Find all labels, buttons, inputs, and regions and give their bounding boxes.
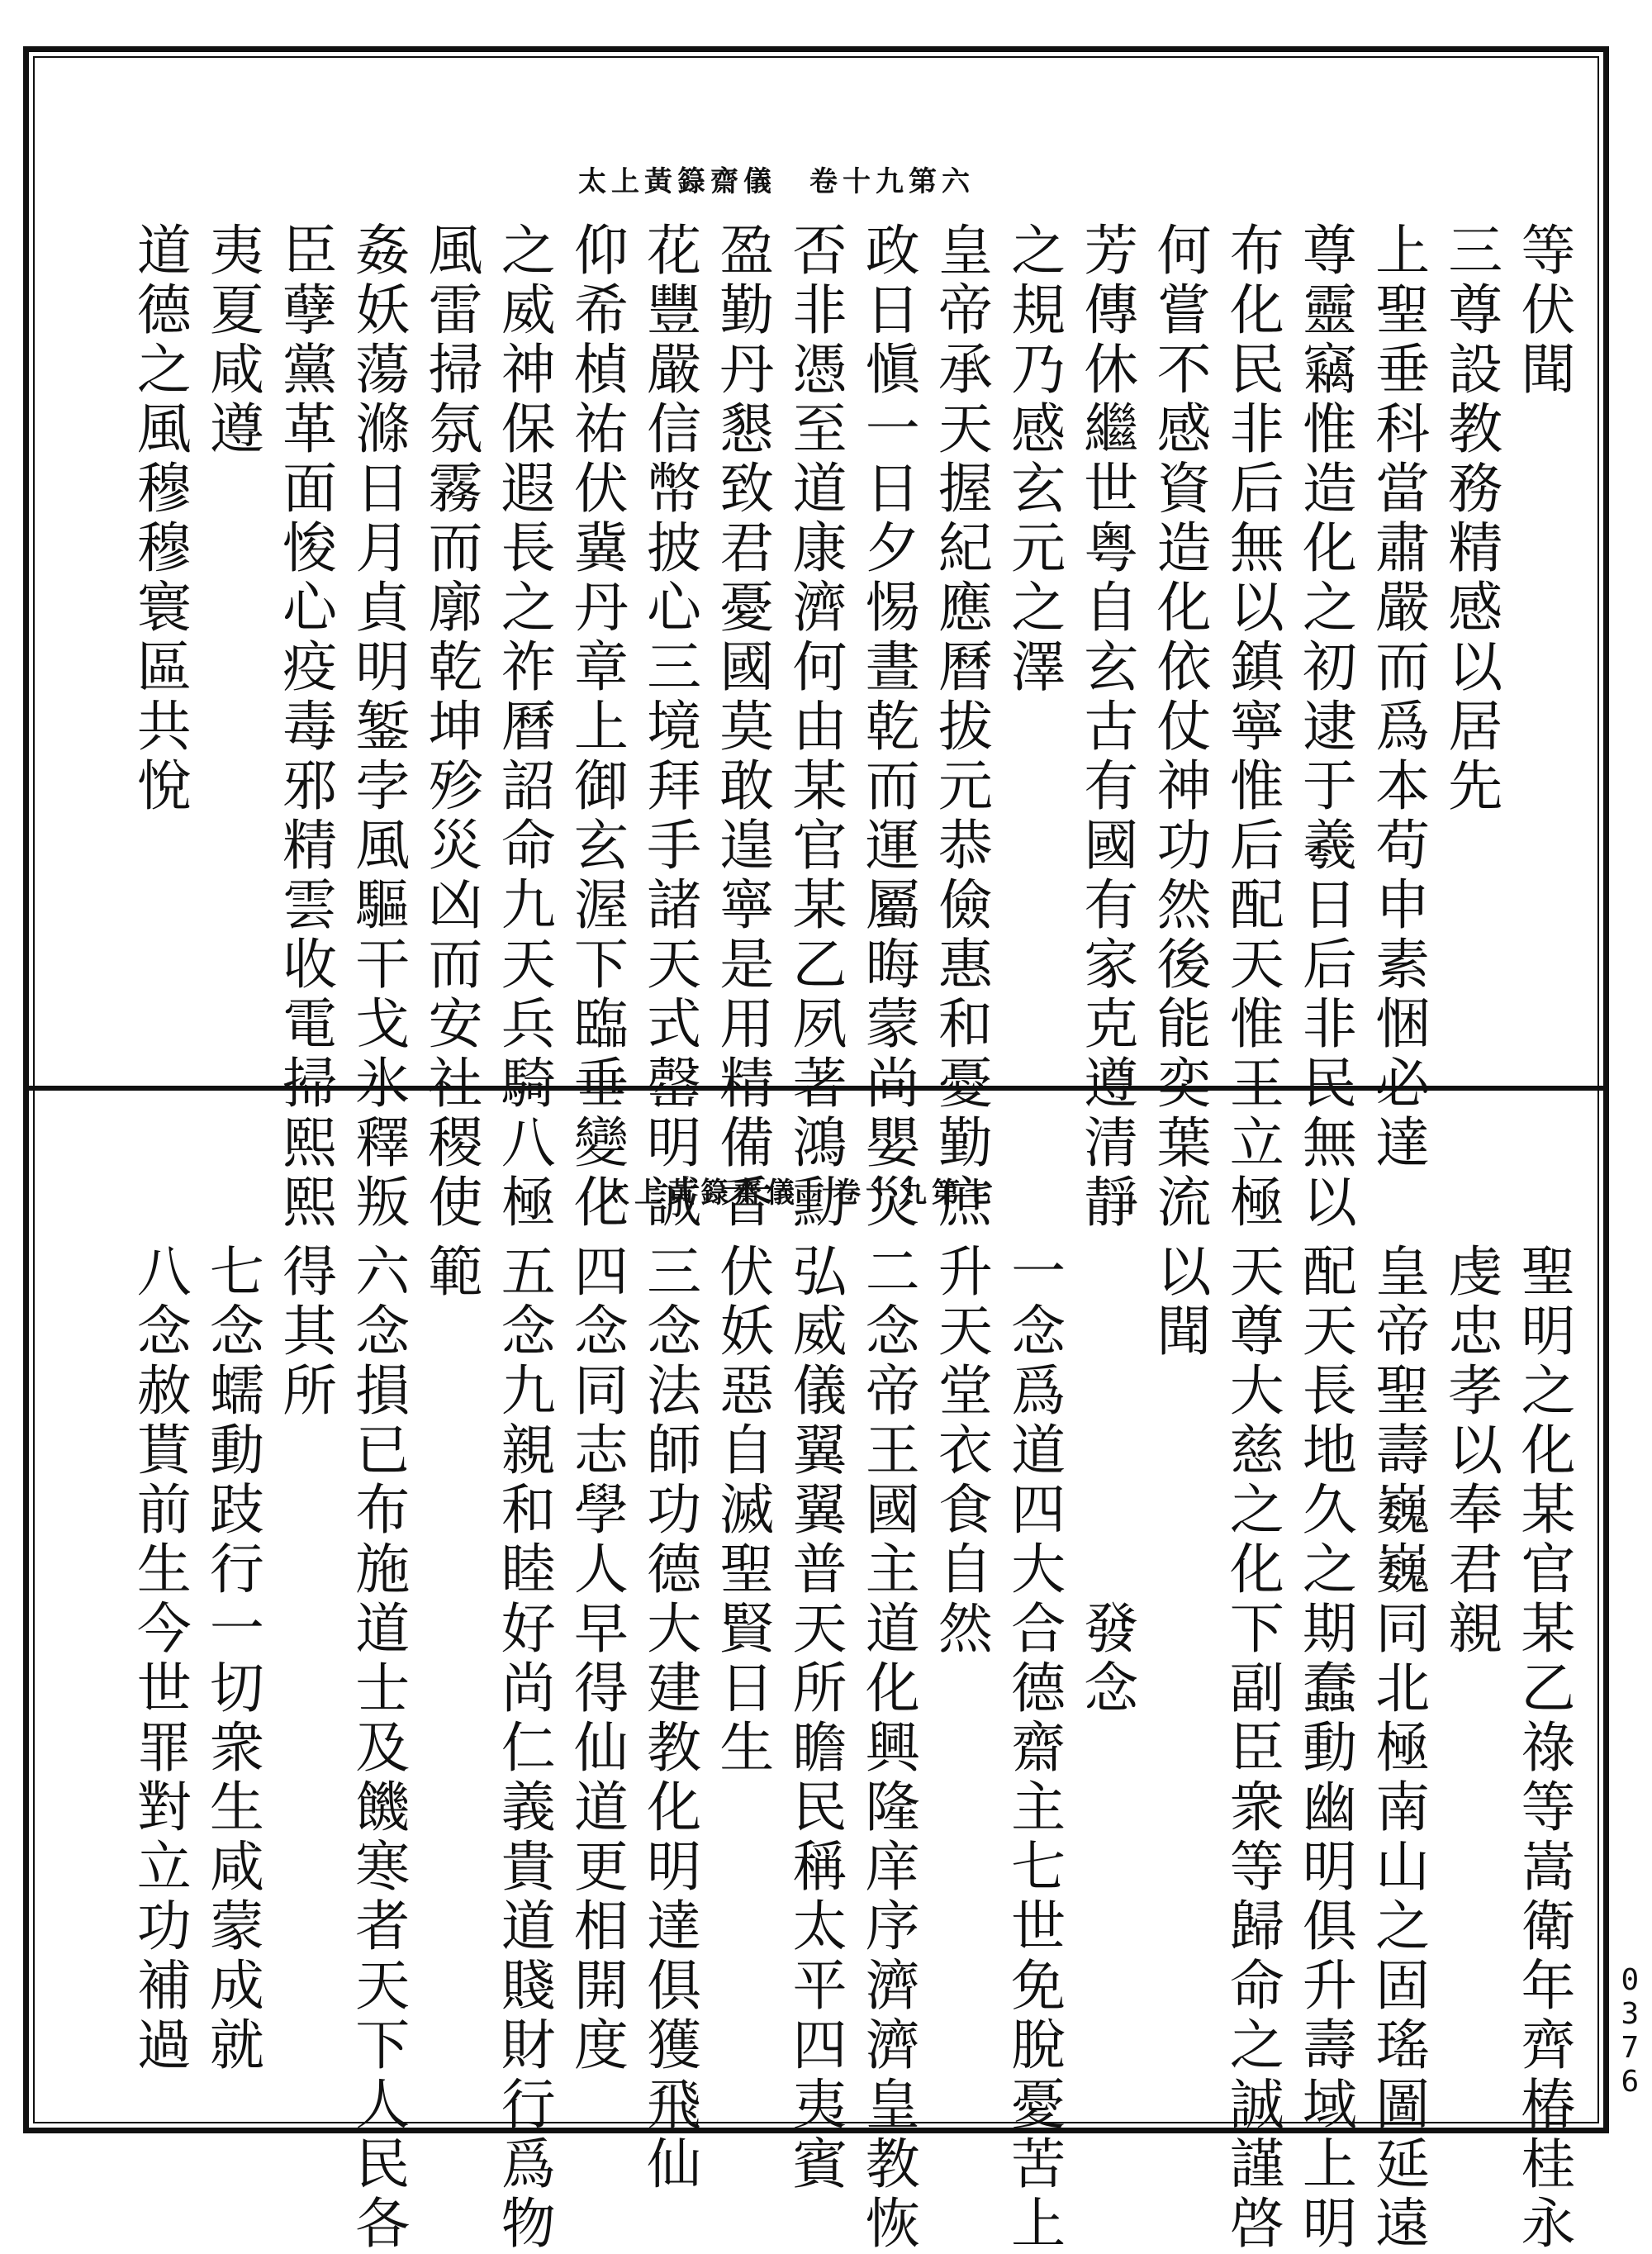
text-column: 七念蠕動跂行一切衆生咸蒙成就 [200,1243,264,2076]
text-column: 等伏聞 [1512,221,1575,400]
text-column: 三尊設教務精感以居先 [1438,221,1502,816]
text-column: 花豐嚴信幣披心三境拜手諸天式罄明誠 [637,221,701,1233]
text-column: 弘威儀翼翼普天所瞻民稱太平四夷賓 [783,1243,847,2195]
text-column: 得其所 [273,1243,337,1421]
page-number: 0376 [1612,1963,1647,2099]
text-column: 伏妖惡自滅聖賢日生 [710,1243,774,1778]
text-column: 之威神保遐長之祚曆詔命九天兵騎八極 [491,221,556,1233]
text-column: 否非憑至道康濟何由某官某乙夙著鴻勳 [783,221,847,1233]
text-column: 政日愼一日夕惕晝乾而運屬晦蒙尚嬰災 [856,221,920,1233]
text-column: 道德之風穆穆寰區共悅 [127,221,192,816]
text-column: 盈勤丹懇致君憂國莫敢遑寧是用精備香 [710,221,774,1233]
text-column: 天尊大慈之化下副臣衆等歸命之誠謹啓 [1220,1243,1284,2254]
text-column: 布化民非后無以鎮寧惟后配天惟王立極 [1220,221,1284,1233]
text-column: 八念赦貰前生今世罪對立功補過 [127,1243,192,2076]
text-column: 虔忠孝以奉君親 [1438,1243,1502,1659]
text-column: 夷夏咸遵 [200,221,264,459]
text-column: 皇帝承天握紀應曆拔元恭儉惠和憂勤庶 [928,221,993,1233]
text-column: 之規乃感玄元之澤 [1001,221,1066,697]
text-column: 六念損已布施道士及饑寒者天下人民各 [345,1243,410,2254]
text-column: 風雷掃氛霧而廓乾坤殄災凶而安社稷使 [419,221,482,1233]
text-column: 姦妖蕩滌日月貞明錾孛風驅干戈氷釋叛 [345,221,410,1233]
text-column: 上聖垂科當肅嚴而爲本苟申素悃必達 [1365,221,1430,1173]
text-column: 仰希楨祐伏冀丹章上御玄渥下臨垂變化 [564,221,629,1233]
text-column: 三念法師功德大建教化明達俱獲飛仙 [637,1243,701,2195]
text-column: 臣孽黨革面悛心疫毒邪精雲收電掃熙熙 [273,221,337,1233]
text-column: 尊靈竊惟造化之初逮于羲日后非民無以 [1293,221,1357,1233]
text-column: 五念九親和睦好尚仁義貴道賤財行爲物 [491,1243,556,2254]
text-column: 升天堂衣食自然 [928,1243,993,1659]
top-page-header: 太上黃籙齋儀 卷十九第六 [578,165,975,198]
text-column: 二念帝王國主道化興隆庠序濟濟皇教恢 [856,1243,920,2254]
text-column: 皇帝聖壽巍巍同北極南山之固瑤圖延遠 [1365,1243,1430,2254]
text-column: 以聞 [1147,1243,1211,1362]
text-column: 範 [419,1243,482,1302]
text-column: 配天長地久之期蠢動幽明俱升壽域上明 [1293,1243,1357,2254]
text-column: 四念同志學人早得仙道更相開度 [564,1243,629,2076]
text-column: 芳傳休繼世粤自玄古有國有家克遵清靜 [1074,221,1138,1233]
text-column: 聖明之化某官某乙祿等嵩衛年齊椿桂永 [1512,1243,1575,2254]
text-column: 一念爲道四大合德齋主七世免脫憂苦上 [1001,1243,1066,2254]
text-column: 發念 [1074,1243,1138,1719]
text-column: 何嘗不感資造化依仗神功然後能奕葉流 [1147,221,1211,1233]
bottom-page-header: 太上黃籙齋儀 卷十九第七 [601,1177,998,1210]
